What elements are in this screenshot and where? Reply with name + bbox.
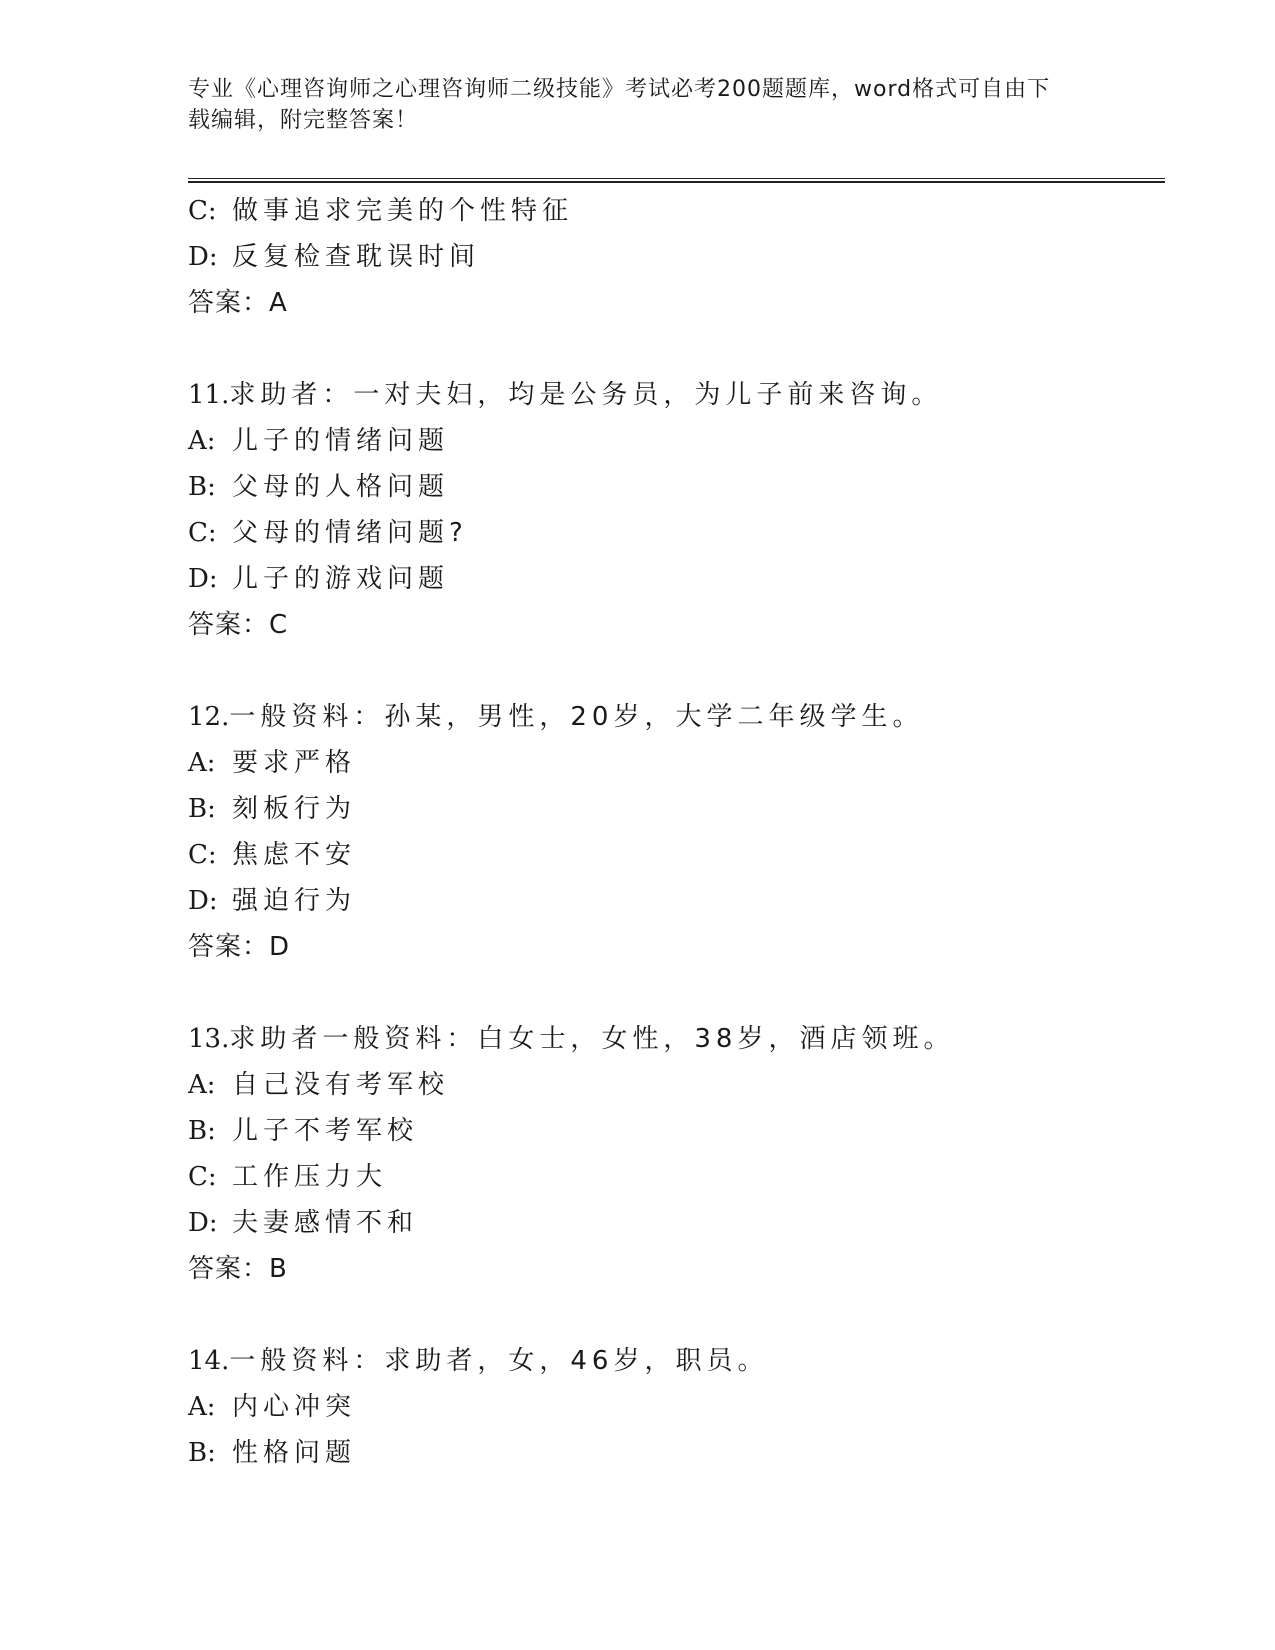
option-letter: A: [188, 1070, 216, 1100]
question-number: 14. [188, 1346, 230, 1376]
option-row [188, 234, 1165, 280]
header-divider [188, 178, 1165, 183]
option-text: 焦虑不安 [232, 840, 357, 870]
question-text: 一般资料：求助者，女，46岁，职员。 [229, 1346, 769, 1376]
spacer [188, 1292, 1165, 1338]
option-row [188, 786, 1165, 832]
question-13 [188, 1016, 1165, 1292]
option-text: 要求严格 [232, 748, 357, 778]
question-stem [188, 694, 1165, 740]
option-letter: A: [188, 748, 216, 778]
answer-line: 答案：C [188, 610, 289, 640]
option-row [188, 878, 1165, 924]
option-row [188, 1200, 1165, 1246]
option-row [188, 556, 1165, 602]
option-letter: A: [188, 1392, 216, 1422]
option-row [188, 418, 1165, 464]
option-letter: B: [188, 1438, 216, 1468]
option-letter: C: [188, 196, 217, 226]
option-text: 做事追求完美的个性特征 [232, 196, 574, 226]
option-letter: D: [188, 1208, 218, 1238]
option-letter: D: [188, 564, 218, 594]
option-row [188, 1430, 1165, 1476]
option-letter: D: [188, 242, 218, 272]
option-text: 自己没有考军校 [232, 1070, 450, 1100]
question-number: 11. [188, 380, 230, 410]
option-letter: C: [188, 840, 217, 870]
option-row [188, 1062, 1165, 1108]
question-text: 一般资料：孙某，男性，20岁，大学二年级学生。 [229, 702, 924, 732]
answer-line: 答案：A [188, 288, 288, 318]
option-text: 反复检查耽误时间 [232, 242, 481, 272]
option-text: 父母的情绪问题? [232, 518, 468, 548]
option-letter: C: [188, 518, 217, 548]
question-text: 求助者：一对夫妇，均是公务员，为儿子前来咨询。 [229, 380, 943, 410]
option-text: 工作压力大 [232, 1162, 388, 1192]
answer-line: 答案：B [188, 1254, 288, 1284]
option-row [188, 1108, 1165, 1154]
question-text: 求助者一般资料：白女士，女性，38岁，酒店领班。 [229, 1024, 955, 1054]
option-row [188, 832, 1165, 878]
question-12 [188, 694, 1165, 970]
answer-line: 答案：D [188, 932, 291, 962]
option-letter: D: [188, 886, 218, 916]
option-row [188, 740, 1165, 786]
option-row [188, 1154, 1165, 1200]
option-letter: A: [188, 426, 216, 456]
option-text: 夫妻感情不和 [232, 1208, 419, 1238]
question-14 [188, 1338, 1165, 1476]
option-text: 儿子的游戏问题 [232, 564, 450, 594]
option-row [188, 1384, 1165, 1430]
option-text: 性格问题 [232, 1438, 357, 1468]
header-title: 专业《心理咨询师之心理咨询师二级技能》考试必考200题题库，word格式可自由下载编辑，附完整答案！ [188, 77, 1051, 133]
question-stem [188, 1338, 1165, 1384]
option-text: 刻板行为 [232, 794, 357, 824]
question-number: 12. [188, 702, 230, 732]
spacer [188, 970, 1165, 1016]
option-text: 儿子不考军校 [232, 1116, 419, 1146]
spacer [188, 648, 1165, 694]
question-11 [188, 372, 1165, 648]
option-text: 儿子的情绪问题 [232, 426, 450, 456]
question-number: 13. [188, 1024, 230, 1054]
option-text: 父母的人格问题 [232, 472, 450, 502]
option-letter: B: [188, 1116, 216, 1146]
option-row [188, 510, 1165, 556]
option-row [188, 464, 1165, 510]
question-list [188, 188, 1165, 1476]
option-text: 强迫行为 [232, 886, 357, 916]
option-text: 内心冲突 [232, 1392, 357, 1422]
option-letter: C: [188, 1162, 217, 1192]
document-header [188, 74, 1068, 136]
question-stem [188, 1016, 1165, 1062]
question-continuation [188, 188, 1165, 326]
option-letter: B: [188, 794, 216, 824]
option-row [188, 188, 1165, 234]
question-stem [188, 372, 1165, 418]
spacer [188, 326, 1165, 372]
option-letter: B: [188, 472, 216, 502]
